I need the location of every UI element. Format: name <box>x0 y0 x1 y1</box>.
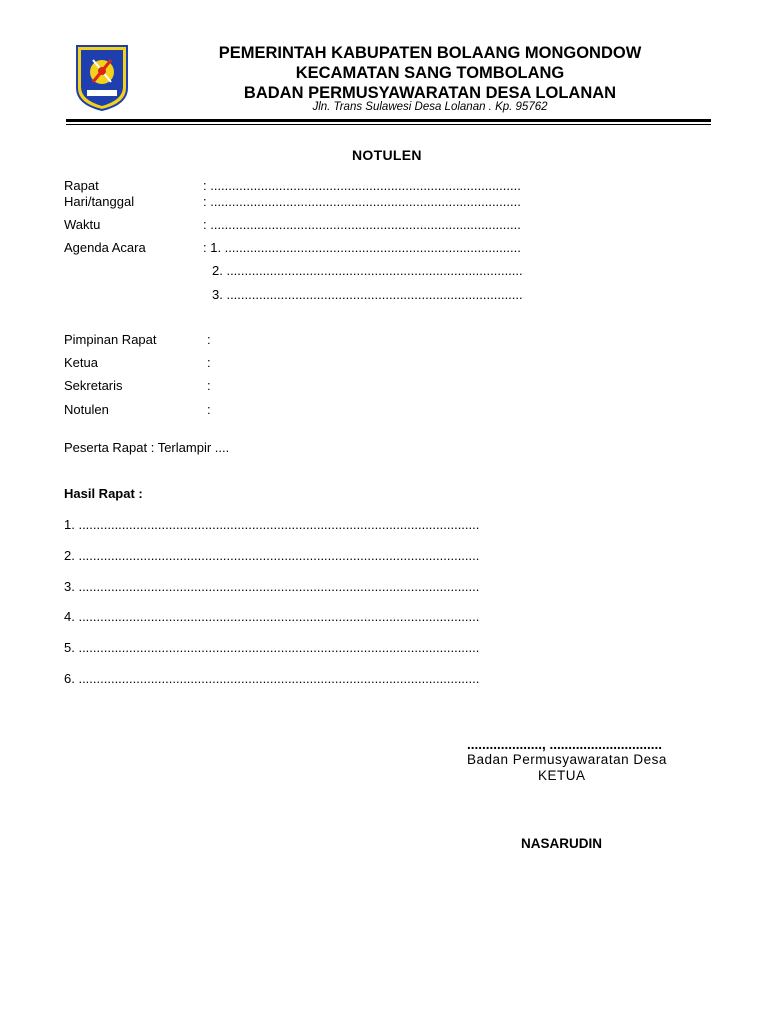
field-value-ketua: : <box>207 355 211 370</box>
field-value-hari: : ...................................................................................... <box>203 194 521 209</box>
field-label-rapat: Rapat <box>64 178 99 193</box>
hasil-item: 6. ............................................................................................................... <box>64 671 480 686</box>
hasil-item: 4. ............................................................................................................... <box>64 609 480 624</box>
agenda-item-1: : 1. .................................................................................. <box>203 240 521 255</box>
header-council: BADAN PERMUSYAWARATAN DESA LOLANAN <box>243 84 617 102</box>
field-value-sekretaris: : <box>207 378 211 393</box>
field-label-waktu: Waktu <box>64 217 101 232</box>
field-label-notulen: Notulen <box>64 402 109 417</box>
regency-coat-of-arms-icon <box>75 44 129 112</box>
document-title: NOTULEN <box>352 147 422 163</box>
header-district: KECAMATAN SANG TOMBOLANG <box>295 64 565 82</box>
field-value-rapat: : ...................................................................................... <box>203 178 521 193</box>
signature-organization: Badan Permusyawaratan Desa <box>467 752 667 767</box>
hasil-item: 5. ............................................................................................................... <box>64 640 480 655</box>
hasil-item: 2. ............................................................................................................... <box>64 548 480 563</box>
field-label-sekretaris: Sekretaris <box>64 378 123 393</box>
letterhead-rule-thin <box>66 124 711 125</box>
field-value-notulen: : <box>207 402 211 417</box>
peserta-line: Peserta Rapat : Terlampir .... <box>64 440 230 455</box>
hasil-heading: Hasil Rapat : <box>64 486 143 501</box>
header-government: PEMERINTAH KABUPATEN BOLAANG MONGONDOW <box>218 44 642 62</box>
hasil-item: 1. ............................................................................................................... <box>64 517 480 532</box>
letterhead-rule-thick <box>66 119 711 122</box>
agenda-item-3: 3. .................................................................................. <box>212 287 523 302</box>
hasil-item: 3. ............................................................................................................... <box>64 579 480 594</box>
field-value-waktu: : ...................................................................................... <box>203 217 521 232</box>
field-value-pimpinan: : <box>207 332 211 347</box>
signature-name: NASARUDIN <box>521 836 602 851</box>
header-address: Jln. Trans Sulawesi Desa Lolanan . Kp. 95762 <box>312 101 548 113</box>
field-label-agenda: Agenda Acara <box>64 240 146 255</box>
agenda-item-2: 2. .................................................................................. <box>212 263 523 278</box>
field-label-ketua: Ketua <box>64 355 98 370</box>
signature-role: KETUA <box>538 768 586 783</box>
field-label-hari: Hari/tanggal <box>64 194 135 209</box>
field-label-pimpinan: Pimpinan Rapat <box>64 332 157 347</box>
signature-place-date: ...................., .............................. <box>467 737 663 752</box>
